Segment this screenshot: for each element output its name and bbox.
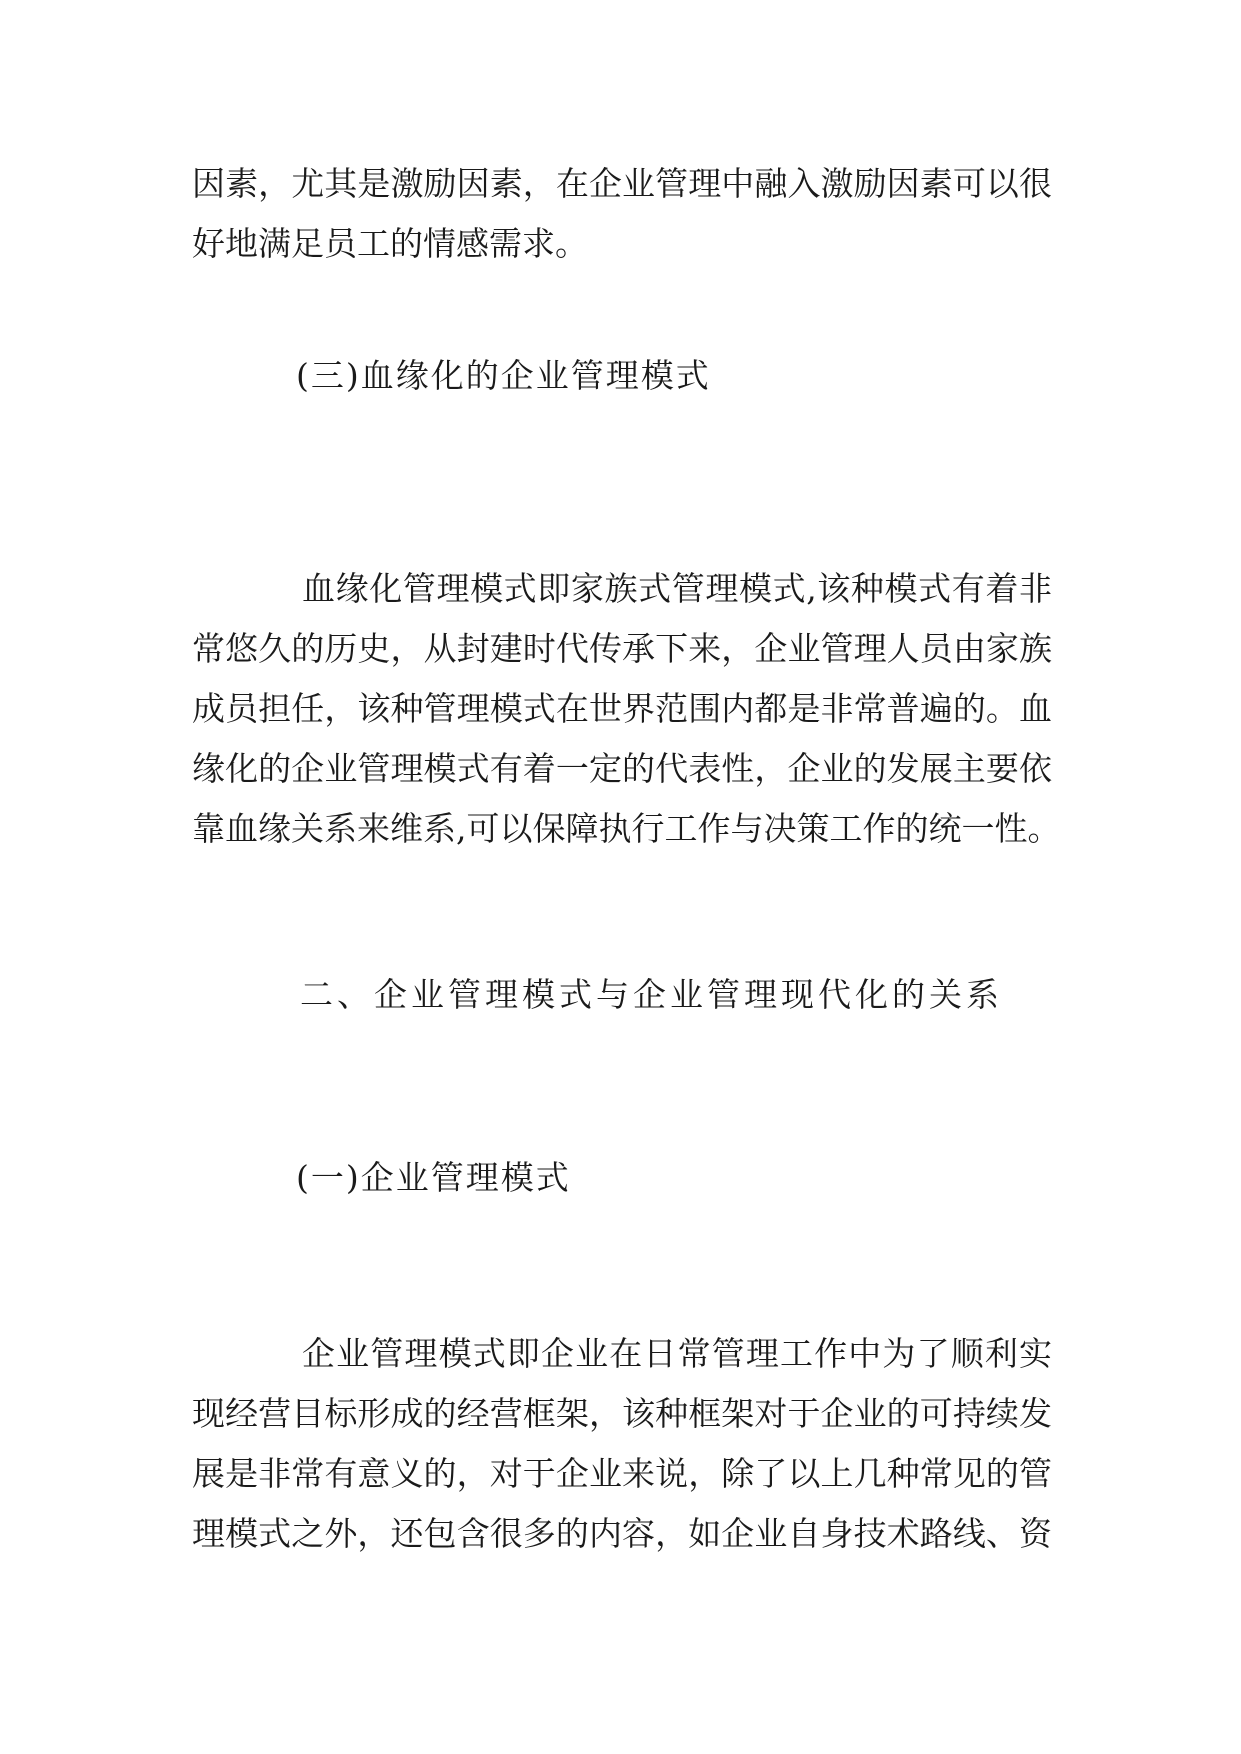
section-heading-blood-relation-mode: (三)血缘化的企业管理模式 (296, 356, 711, 395)
paragraph-line: 企业管理模式即企业在日常管理工作中为了顺利实 (302, 1334, 1052, 1373)
paragraph-line: 成员担任，该种管理模式在世界范围内都是非常普遍的。血 (192, 689, 1052, 728)
paragraph-line: 理模式之外，还包含很多的内容，如企业自身技术路线、资 (192, 1514, 1052, 1553)
paragraph-line: 因素，尤其是激励因素，在企业管理中融入激励因素可以很 (192, 164, 1052, 203)
section-heading-relationship: 二、企业管理模式与企业管理现代化的关系 (300, 975, 1003, 1014)
paragraph-line: 靠血缘关系来维系,可以保障执行工作与决策工作的统一性。 (192, 809, 1061, 848)
paragraph-line: 血缘化管理模式即家族式管理模式,该种模式有着非 (302, 569, 1052, 608)
paragraph-line: 缘化的企业管理模式有着一定的代表性，企业的发展主要依 (192, 749, 1052, 788)
paragraph-line: 现经营目标形成的经营框架，该种框架对于企业的可持续发 (192, 1394, 1052, 1433)
paragraph-line: 展是非常有意义的，对于企业来说，除了以上几种常见的管 (192, 1454, 1052, 1493)
paragraph-line: 好地满足员工的情感需求。 (192, 224, 588, 263)
section-heading-management-mode: (一)企业管理模式 (296, 1158, 571, 1197)
paragraph-line: 常悠久的历史，从封建时代传承下来，企业管理人员由家族 (192, 629, 1052, 668)
